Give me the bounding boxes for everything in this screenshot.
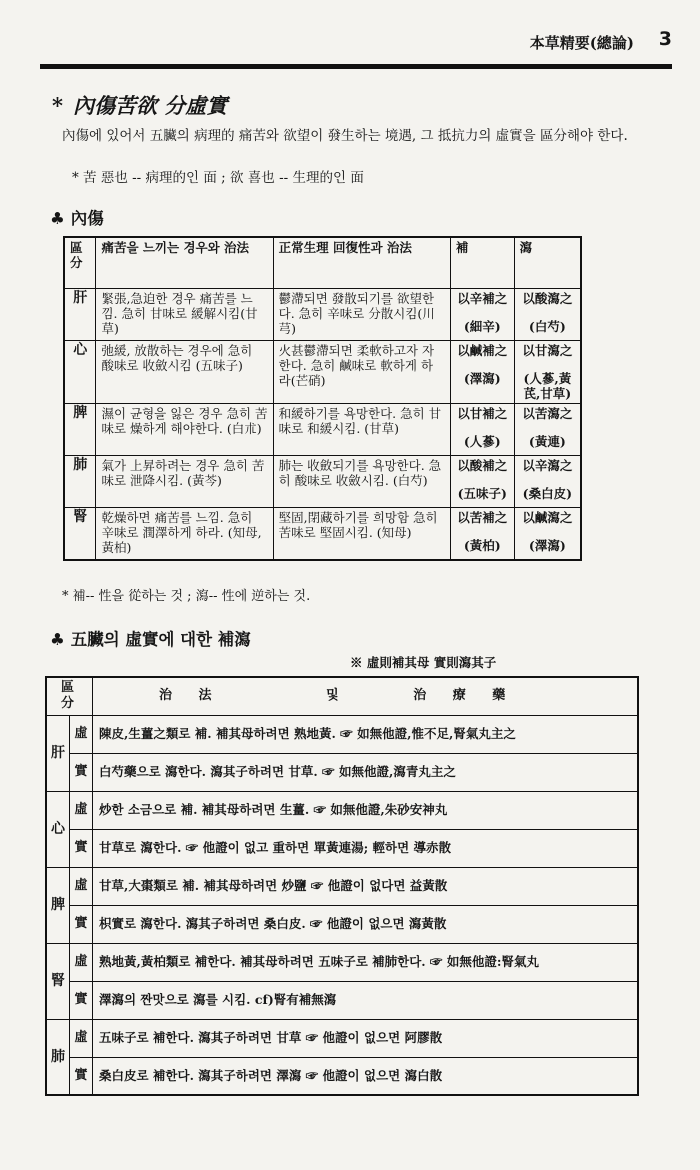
table-header-row xyxy=(64,237,581,289)
deficiency-excess-cell xyxy=(70,905,93,943)
organ-label: 肝 xyxy=(73,290,88,306)
deficiency-excess-label: 實 xyxy=(74,1067,88,1083)
organ-cell xyxy=(64,289,96,341)
table-row xyxy=(64,341,581,404)
club-icon: ♣ xyxy=(50,630,65,649)
treatment-cell xyxy=(93,1019,639,1057)
col-header-category: 區分 xyxy=(64,237,96,289)
organ-cell xyxy=(64,341,96,404)
deficiency-excess-label: 虛 xyxy=(74,878,88,893)
header-char: 및 xyxy=(326,688,339,704)
treatment-text: 五味子로 補한다. 瀉其子하려면 甘草 ☞ 他證이 없으면 阿膠散 xyxy=(99,1030,443,1045)
table-row xyxy=(46,867,638,905)
sedate-herb: (桑白皮) xyxy=(522,486,572,501)
sedate-method: 以酸瀉之 xyxy=(522,291,573,306)
tonify-herb: (澤瀉) xyxy=(463,371,501,386)
treatment-text: 桑白皮로 補한다. 瀉其子하려면 澤瀉 ☞ 他證이 없으면 瀉白散 xyxy=(99,1067,443,1083)
col-header-treatment xyxy=(93,677,639,715)
treatment-cell xyxy=(93,905,639,943)
col-header-sedate: 瀉 xyxy=(514,237,581,289)
page-header xyxy=(40,18,672,69)
tonify-method: 以辛補之 xyxy=(457,291,508,306)
five-organs-heading xyxy=(50,626,251,650)
organ-label: 肺 xyxy=(51,1048,65,1065)
col-header-normal: 正常生理 回復性과 治法 xyxy=(273,237,450,289)
pain-cell xyxy=(96,456,273,508)
deficiency-excess-cell xyxy=(70,943,93,981)
internal-heading-text: 內傷 xyxy=(70,209,104,228)
sedate-cell xyxy=(514,341,581,404)
internal-injury-table xyxy=(63,236,582,561)
pain-cell xyxy=(96,289,273,341)
sedate-cell xyxy=(514,456,581,508)
definition-note: * 苦 惡也 -- 病理的인 面 ; 欲 喜也 -- 生理的인 面 xyxy=(72,170,364,186)
organ-cell xyxy=(64,404,96,456)
tonify-cell xyxy=(450,341,514,404)
deficiency-excess-cell xyxy=(70,981,93,1019)
principle-reference: ※ 虛則補其母 實則瀉其子 xyxy=(350,655,497,670)
treatment-cell xyxy=(93,753,639,791)
internal-heading xyxy=(50,205,104,229)
col-header-pain: 痛苦을 느끼는 경우와 治法 xyxy=(96,237,273,289)
normal-cell xyxy=(273,341,450,404)
treatment-text: 澤瀉의 짠맛으로 瀉를 시킴. cf)腎有補無瀉 xyxy=(99,992,337,1007)
deficiency-excess-cell xyxy=(70,867,93,905)
tonify-cell xyxy=(450,508,514,561)
organ-label: 肺 xyxy=(73,457,88,473)
normal-text: 鬱滯되면 發散되기를 欲望한다. 急히 辛味로 分散시킴(川芎) xyxy=(278,291,435,336)
five-organs-heading-text: 五臟의 虛實에 대한 補瀉 xyxy=(70,630,251,649)
sedate-method: 以甘瀉之 xyxy=(522,343,573,358)
treatment-cell xyxy=(93,715,639,753)
table-row xyxy=(46,943,638,981)
deficiency-excess-label: 實 xyxy=(74,916,88,931)
deficiency-excess-label: 虛 xyxy=(74,726,88,741)
normal-text: 火甚鬱滯되면 柔軟하고자 자 한다. 急히 鹹味로 軟하게 하라(芒硝) xyxy=(278,343,435,388)
organ-cell xyxy=(46,715,70,791)
tonify-sedate-footnote: * 補-- 性을 從하는 것 ; 瀉-- 性에 逆하는 것. xyxy=(62,589,311,604)
treatment-cell xyxy=(93,791,639,829)
table-row xyxy=(46,715,638,753)
tonify-herb: (細辛) xyxy=(463,319,501,334)
organ-cell xyxy=(64,508,96,561)
sedate-cell xyxy=(514,404,581,456)
normal-text: 堅固,閉藏하기를 희망함 急히 苦味로 堅固시킴. (知母) xyxy=(278,510,438,540)
sedate-herb: (黃連) xyxy=(528,434,566,449)
treatment-cell xyxy=(93,943,639,981)
table-row xyxy=(46,753,638,791)
sedate-method: 以辛瀉之 xyxy=(522,458,573,473)
organ-label: 肝 xyxy=(51,745,65,761)
sedate-herb: (白芍) xyxy=(528,319,566,334)
organ-cell xyxy=(46,1019,70,1095)
sedate-method: 以鹹瀉之 xyxy=(522,510,573,525)
header-char: 藥 xyxy=(492,688,506,704)
table-row xyxy=(46,791,638,829)
deficiency-excess-label: 虛 xyxy=(74,954,88,969)
tonify-cell xyxy=(450,456,514,508)
organ-cell xyxy=(46,943,70,1019)
treatment-text: 枳實로 瀉한다. 瀉其子하려면 桑白皮. ☞ 他證이 없으면 瀉黃散 xyxy=(99,916,447,931)
pain-cell xyxy=(96,404,273,456)
organ-label: 腎 xyxy=(73,509,88,525)
asterisk-marker: * xyxy=(52,93,63,118)
normal-text: 肺는 收斂되기를 욕망한다. 急히 酸味로 收斂시킴. (白芍) xyxy=(278,458,442,488)
tonify-herb: (五味子) xyxy=(457,486,507,501)
table-row xyxy=(46,1057,638,1095)
table-row xyxy=(64,456,581,508)
table-row xyxy=(64,289,581,341)
treatment-cell xyxy=(93,867,639,905)
page-number: 3 xyxy=(658,28,672,50)
tonify-herb: (黃柏) xyxy=(463,538,501,553)
treatment-text: 熟地黃,黃柏類로 補한다. 補其母하려면 五味子로 補肺한다. ☞ 如無他證:腎氣丸 xyxy=(99,954,539,969)
tonify-method: 以苦補之 xyxy=(457,510,508,525)
deficiency-excess-cell xyxy=(70,791,93,829)
tonify-herb: (人蔘) xyxy=(463,434,501,449)
normal-cell xyxy=(273,508,450,561)
deficiency-excess-cell xyxy=(70,1057,93,1095)
sedate-method: 以苦瀉之 xyxy=(522,406,573,421)
organ-label: 腎 xyxy=(51,973,65,989)
treatment-text: 甘草로 瀉한다. ☞ 他證이 없고 重하면 單黃連湯; 輕하면 導赤散 xyxy=(99,840,452,855)
normal-cell xyxy=(273,404,450,456)
intro-paragraph: 內傷에 있어서 五臟의 病理的 痛苦와 欲望이 發生하는 境遇, 그 抵抗力의 虛實을 區分해야 한다. xyxy=(62,128,628,144)
table-row xyxy=(46,905,638,943)
pain-cell xyxy=(96,508,273,561)
treatment-cell xyxy=(93,1057,639,1095)
section-title-text: 內傷苦欲 分虛實 xyxy=(72,93,228,118)
pain-text: 氣가 上昇하려는 경우 急히 苦味로 泄降시킴. (黃芩) xyxy=(101,458,265,488)
sedate-herb: (人蔘,黃芪,甘草) xyxy=(523,371,572,401)
table-row xyxy=(46,1019,638,1057)
tonify-method: 以酸補之 xyxy=(457,458,508,473)
table-row xyxy=(46,829,638,867)
deficiency-excess-label: 實 xyxy=(74,764,88,779)
deficiency-excess-label: 實 xyxy=(74,992,88,1007)
sedate-herb: (澤瀉) xyxy=(528,538,566,553)
table-row xyxy=(64,404,581,456)
treatment-text: 甘草,大棗類로 補. 補其母하려면 炒鹽 ☞ 他證이 없다면 益黃散 xyxy=(99,878,448,893)
col-header-category: 區分 xyxy=(46,677,93,715)
treatment-text: 白芍藥으로 瀉한다. 瀉其子하려면 甘草. ☞ 如無他證,瀉青丸主之 xyxy=(99,764,456,779)
tonify-method: 以鹹補之 xyxy=(457,343,508,358)
table-header-row xyxy=(46,677,638,715)
col-header-tonify: 補 xyxy=(450,237,514,289)
header-char: 療 xyxy=(452,688,466,704)
pain-text: 濕이 균형을 잃은 경우 急히 苦味로 燥하게 해야한다. (白朮) xyxy=(101,406,268,436)
treatment-cell xyxy=(93,829,639,867)
deficiency-excess-label: 虛 xyxy=(74,1030,88,1045)
header-char: 治 xyxy=(413,688,427,704)
club-icon: ♣ xyxy=(50,209,65,228)
deficiency-excess-cell xyxy=(70,715,93,753)
organ-label: 脾 xyxy=(73,405,88,421)
organ-label: 脾 xyxy=(51,897,65,913)
deficiency-excess-cell xyxy=(70,1019,93,1057)
treatment-cell xyxy=(93,981,639,1019)
treatment-text: 陳皮,生薑之類로 補. 補其母하려면 熟地黃. ☞ 如無他證,惟不足,腎氣丸主之 xyxy=(99,726,516,741)
pain-cell xyxy=(96,341,273,404)
organ-cell xyxy=(46,867,70,943)
organ-cell xyxy=(46,791,70,867)
section-title xyxy=(52,90,227,120)
normal-text: 和緩하기를 욕망한다. 急히 甘味로 和緩시킴. (甘草) xyxy=(278,406,442,436)
pain-text: 緊張,急迫한 경우 痛苦를 느낌. 急히 甘味로 緩解시킴(甘草) xyxy=(101,291,258,336)
deficiency-excess-cell xyxy=(70,753,93,791)
deficiency-excess-label: 虛 xyxy=(74,802,88,817)
treatment-text: 炒한 소금으로 補. 補其母하려면 生薑. ☞ 如無他證,朱砂安神丸 xyxy=(99,802,448,817)
table-row xyxy=(64,508,581,561)
normal-cell xyxy=(273,289,450,341)
deficiency-excess-label: 實 xyxy=(74,840,88,855)
five-organs-table xyxy=(45,676,639,1096)
tonify-method: 以甘補之 xyxy=(457,406,508,421)
organ-cell xyxy=(64,456,96,508)
pain-text: 乾燥하면 痛苦를 느낌. 急히 辛味로 潤澤하게 하라. (知母,黃柏) xyxy=(101,510,262,555)
header-char: 治 xyxy=(159,688,173,704)
sedate-cell xyxy=(514,508,581,561)
organ-label: 心 xyxy=(51,821,65,837)
header-char: 法 xyxy=(198,688,212,704)
deficiency-excess-cell xyxy=(70,829,93,867)
pain-text: 弛緩, 放散하는 경우에 急히 酸味로 收斂시킴 (五味子) xyxy=(101,343,253,373)
running-title: 本草精要(總論) xyxy=(529,34,634,52)
sedate-cell xyxy=(514,289,581,341)
tonify-cell xyxy=(450,404,514,456)
table-row xyxy=(46,981,638,1019)
normal-cell xyxy=(273,456,450,508)
tonify-cell xyxy=(450,289,514,341)
organ-label: 心 xyxy=(73,342,88,358)
